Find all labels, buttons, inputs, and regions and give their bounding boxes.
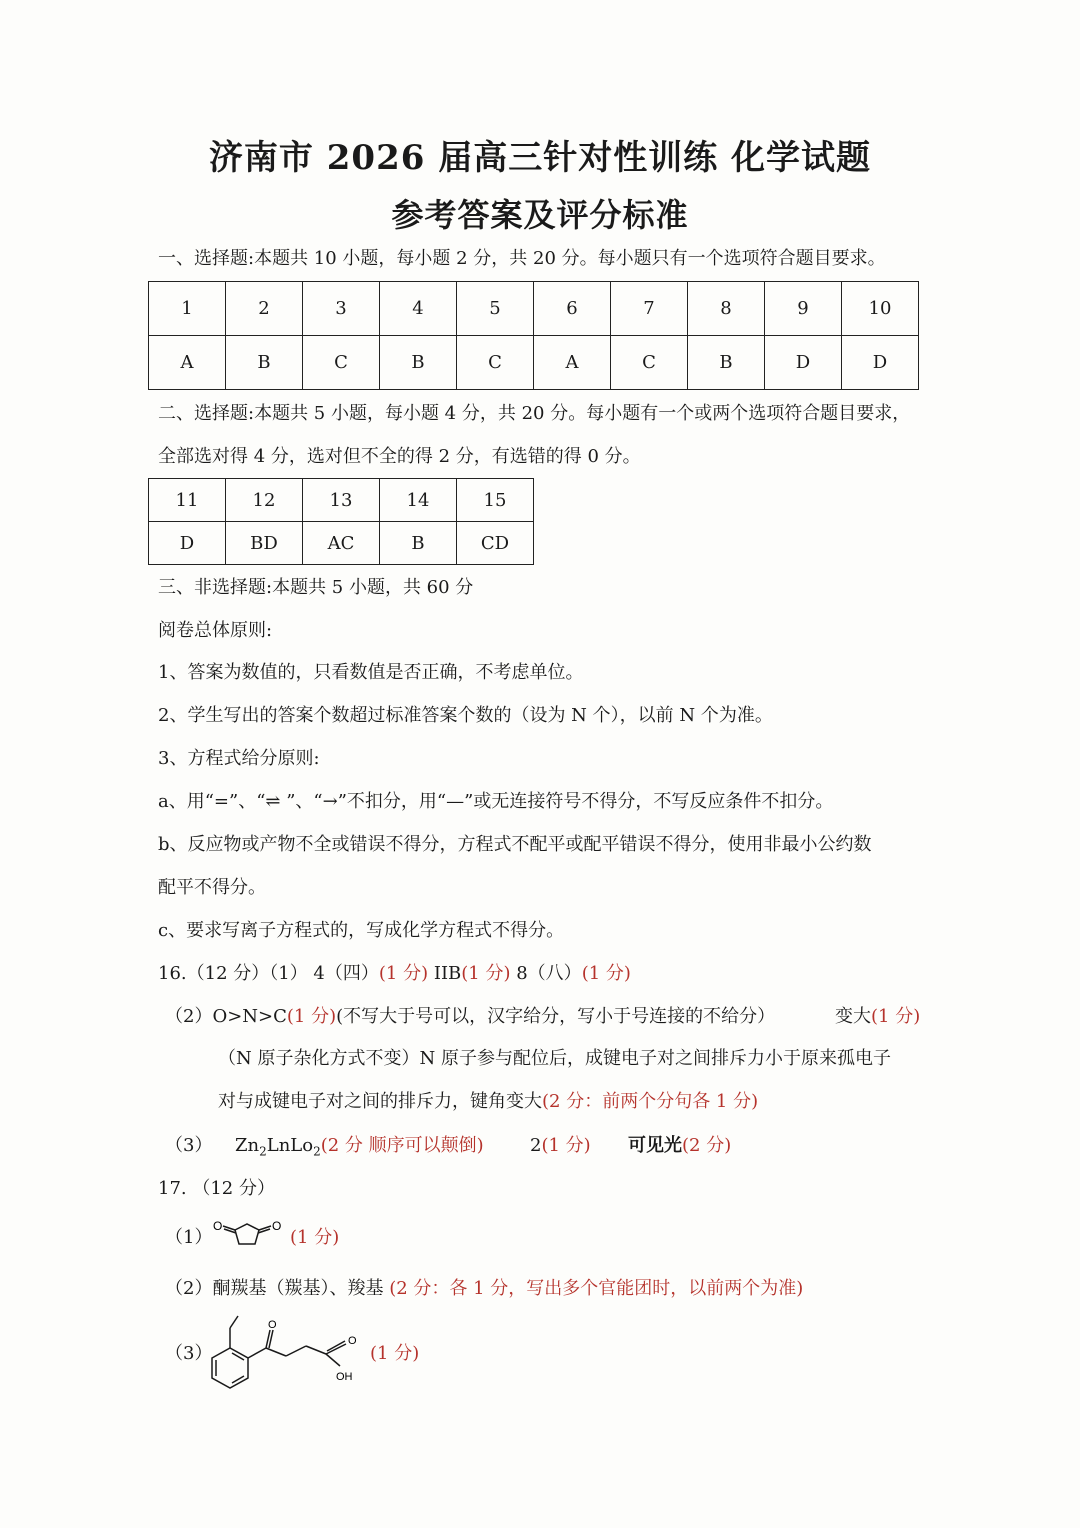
page-title: 济南市 2026 届高三针对性训练 化学试题 [208, 138, 872, 178]
answer-table-2 [148, 478, 534, 565]
score-note: (1 分) [370, 1343, 420, 1364]
oxygen-label: O [348, 1335, 357, 1347]
table-cell: A [534, 336, 611, 390]
keto-acid-structure [200, 1300, 380, 1400]
table-row [149, 522, 534, 565]
table-cell: 12 [226, 479, 303, 522]
table-cell: C [611, 336, 688, 390]
q16-p2-change [835, 1005, 920, 1029]
table-cell: CD [457, 522, 534, 565]
table-cell: 9 [765, 282, 842, 336]
table-cell: A [149, 336, 226, 390]
oxygen-label: O [213, 1219, 223, 1233]
oxygen-label: O [268, 1319, 277, 1331]
principle-2: 2、学生写出的答案个数超过标准答案个数的（设为 N 个），以前 N 个为准。 [158, 705, 773, 726]
q16-p2-note: (不写大于号可以，汉字给分，写小于号连接的不给分） [336, 1006, 776, 1027]
table-cell: C [457, 336, 534, 390]
score-note: (2 分：各 1 分，写出多个官能团时，以前两个为准) [389, 1278, 804, 1299]
table-cell: D [842, 336, 919, 390]
table-cell: AC [303, 522, 380, 565]
table-cell: 2 [226, 282, 303, 336]
score-note: (1 分) [286, 1006, 337, 1027]
principle-1: 1、答案为数值的，只看数值是否正确，不考虑单位。 [158, 662, 584, 683]
table-cell: 13 [303, 479, 380, 522]
table-cell: B [380, 336, 457, 390]
table-cell: 6 [534, 282, 611, 336]
table-row [149, 282, 919, 336]
score-note: (2 分) [682, 1135, 732, 1156]
table-cell: 3 [303, 282, 380, 336]
formula-zn: Zn [235, 1135, 260, 1156]
table-cell: 5 [457, 282, 534, 336]
table-cell: 7 [611, 282, 688, 336]
formula-sub: 2 [259, 1144, 267, 1159]
table-cell: 4 [380, 282, 457, 336]
q16-iib: IIB [428, 963, 462, 984]
score-note: (1 分) [541, 1135, 591, 1156]
oxygen-label: O [272, 1219, 282, 1233]
principle-3: 3、方程式给分原则: [158, 748, 320, 769]
table-cell: 1 [149, 282, 226, 336]
principle-3c: c、要求写离子方程式的，写成化学方程式不得分。 [158, 920, 565, 941]
q16-p2-change-text: 变大 [835, 1006, 871, 1027]
q16-p2-explanation: （N 原子杂化方式不变）N 原子参与配位后，成键电子对之间排斥力小于原来孤电子 [218, 1048, 891, 1069]
table-cell: 15 [457, 479, 534, 522]
q17-p1-label: （1） [165, 1227, 213, 1248]
q17-p2-text: （2）酮羰基（羰基）、羧基 [165, 1278, 384, 1299]
table-cell: BD [226, 522, 303, 565]
table-cell: B [226, 336, 303, 390]
score-note: (1 分) [378, 963, 429, 984]
table-cell: 14 [380, 479, 457, 522]
section-3-heading: 三、非选择题:本题共 5 小题，共 60 分 [158, 577, 474, 598]
table-cell: C [303, 336, 380, 390]
section-2-rule: 全部选对得 4 分，选对但不全的得 2 分，有选错的得 0 分。 [158, 446, 641, 467]
q16-p2-explanation-cont [218, 1090, 758, 1114]
principle-3a: a、用“=”、“⇌ ”、“→”不扣分，用“—”或无连接符号不得分，不写反应条件不扣分。 [158, 791, 834, 812]
q16-part1 [158, 962, 631, 986]
q17-p3-label: （3） [165, 1343, 213, 1364]
table-cell: B [380, 522, 457, 565]
formula-sub: 2 [313, 1144, 321, 1159]
table-cell: 8 [688, 282, 765, 336]
principle-3b-cont: 配平不得分。 [158, 877, 266, 898]
q16-p3-light [628, 1134, 731, 1158]
formula-lnlo: LnLo [266, 1135, 314, 1156]
q16-p3-label: （3） [165, 1135, 213, 1156]
page-subtitle: 参考答案及评分标准 [391, 196, 689, 234]
principle-title: 阅卷总体原则: [158, 620, 273, 641]
q17-head: 17. （12 分） [158, 1178, 275, 1199]
q16-part2 [165, 1005, 775, 1029]
q16-p3-light-text: 可见光 [628, 1135, 682, 1156]
score-note: (1 分) [581, 963, 631, 984]
succinic-anhydride-structure [205, 1218, 290, 1258]
q16-p3-two [530, 1134, 591, 1158]
score-note: (2 分：前两个分句各 1 分) [542, 1091, 759, 1112]
table-cell: B [688, 336, 765, 390]
q16-p3-two-text: 2 [530, 1135, 542, 1156]
q17-p2 [165, 1277, 803, 1301]
table-row [149, 336, 919, 390]
answer-table-1 [148, 281, 919, 390]
score-note: (1 分) [871, 1006, 921, 1027]
q16-head: 16.（12 分）（1） 4（四） [158, 963, 379, 984]
hydroxyl-label: OH [336, 1371, 353, 1383]
table-cell: 11 [149, 479, 226, 522]
score-note: (2 分 顺序可以颠倒) [320, 1135, 484, 1156]
table-cell: D [765, 336, 842, 390]
section-1-heading: 一、选择题:本题共 10 小题，每小题 2 分，共 20 分。每小题只有一个选项符合题目要求。 [158, 248, 886, 269]
table-row [149, 479, 534, 522]
q16-p2-explanation-text: 对与成键电子对之间的排斥力，键角变大 [218, 1091, 542, 1112]
score-note: (1 分) [461, 963, 511, 984]
section-2-heading: 二、选择题:本题共 5 小题，每小题 4 分，共 20 分。每小题有一个或两个选项符合题目要求， [158, 403, 911, 424]
principle-3b: b、反应物或产物不全或错误不得分，方程式不配平或配平错误不得分，使用非最小公约数 [158, 834, 872, 855]
table-cell: D [149, 522, 226, 565]
score-note: (1 分) [290, 1227, 340, 1248]
q16-p3-formula [235, 1134, 484, 1164]
table-cell: 10 [842, 282, 919, 336]
q16-eight: 8（八） [510, 963, 582, 984]
q16-p2-answer: （2）O>N>C [165, 1006, 287, 1027]
